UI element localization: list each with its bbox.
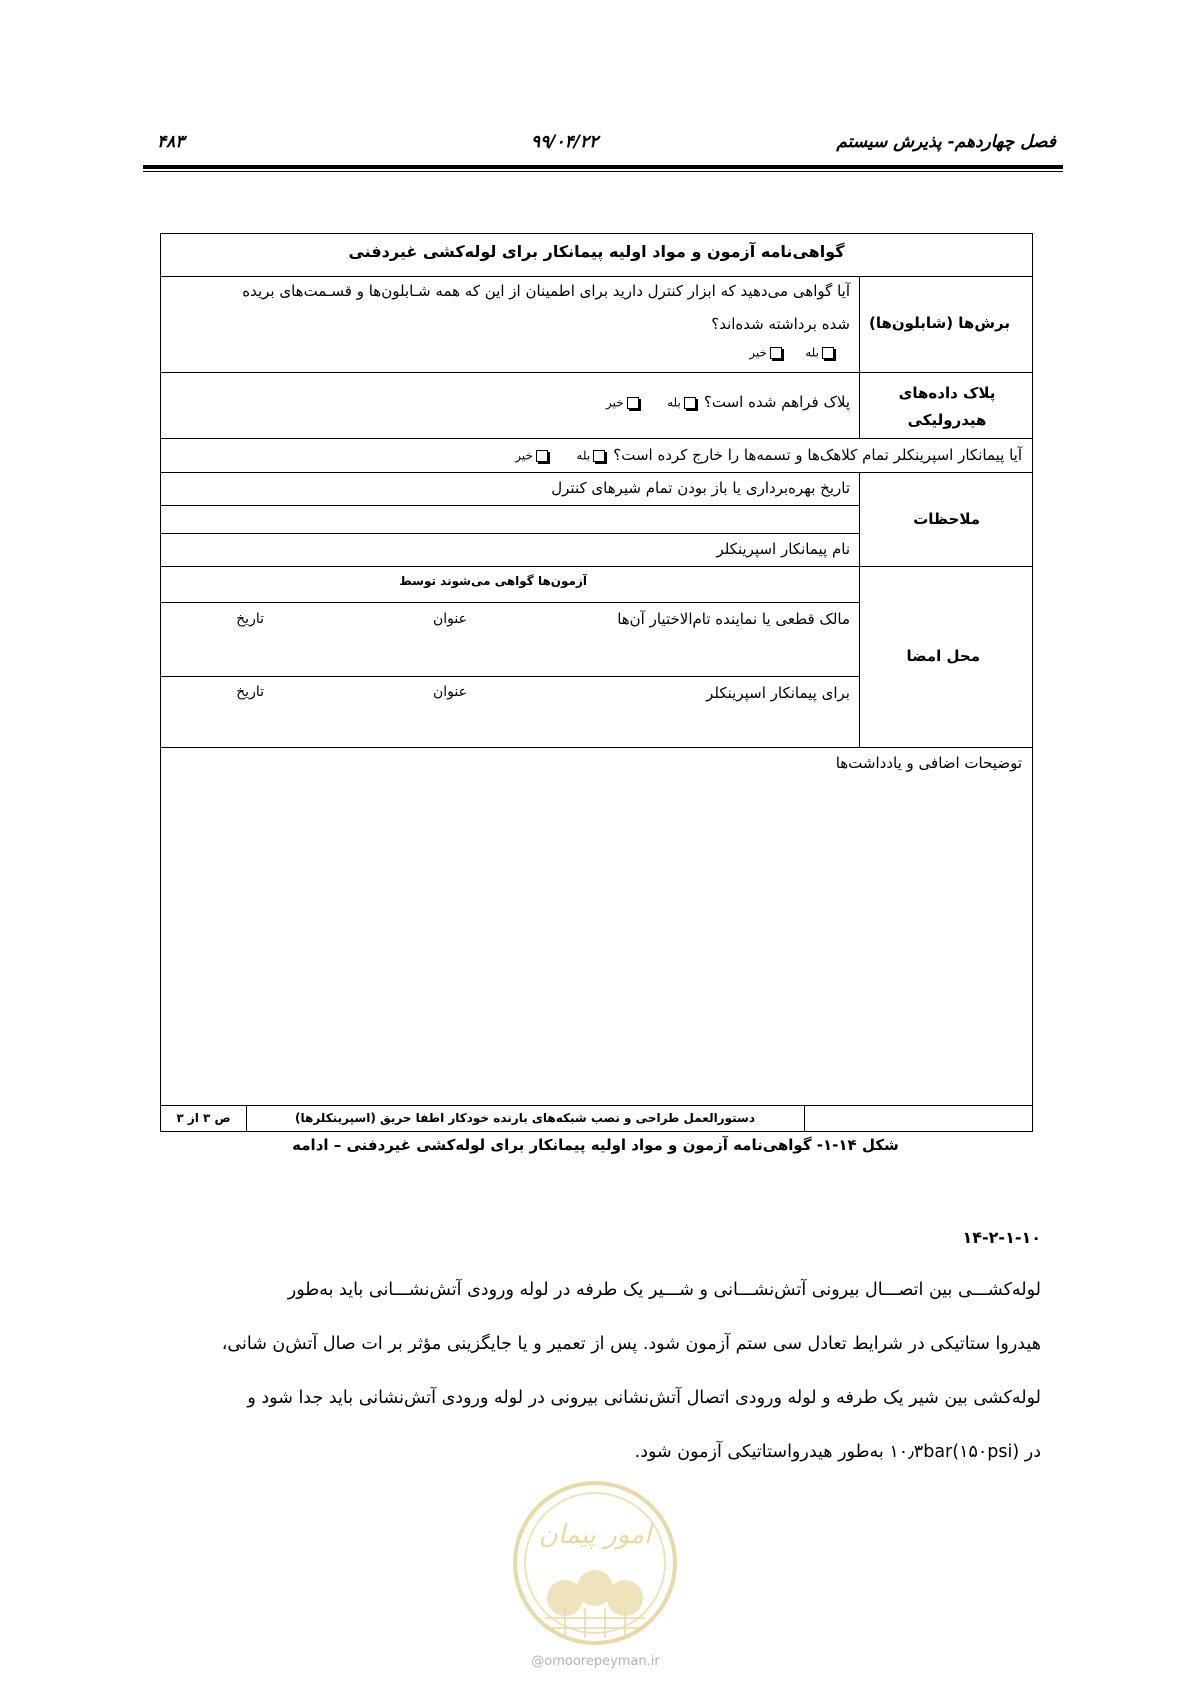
yes-checkbox[interactable] [593, 450, 605, 462]
hydraulic-label-line2: هیدرولیکی [907, 411, 987, 429]
cuts-label: برش‌ها (شابلون‌ها) [868, 314, 1010, 332]
yes-label: بله [805, 345, 819, 360]
no-checkbox[interactable] [536, 450, 548, 462]
header-date: ۹۹/۰۴/۲۲ [531, 132, 599, 152]
chapter-title: فصل چهاردهم- پذیرش سیستم [836, 132, 1056, 152]
notes-label: توضیحات اضافی و یادداشت‌ها [835, 754, 1022, 772]
caps-question-row [515, 445, 1022, 464]
body-line-1: لوله‌کشـــی بین اتصـــال بیرونی آتش‌نشـــانی و شـــیر یک طرفه در لوله ورودی آتش‌نشـــانی باید به‌طور [287, 1280, 1041, 1300]
row-divider [161, 676, 859, 677]
yes-label: بله [667, 395, 681, 410]
header-rule-thin [143, 171, 1063, 172]
no-label: خیر [515, 448, 533, 463]
cuts-question-line2: شده برداشته شده‌اند؟ [711, 315, 850, 333]
certificate-form [160, 233, 1033, 1132]
row-divider [161, 438, 1032, 439]
yes-checkbox[interactable] [684, 397, 696, 409]
remarks-label: ملاحظات [913, 510, 980, 528]
row-divider [161, 602, 859, 603]
figure-caption: شکل ۱۴-۱- گواهی‌نامه آزمون و مواد اولیه پیمانکار برای لوله‌کشی غیردفنی – ادامه [292, 1136, 899, 1154]
header-rule-thick [143, 165, 1063, 169]
footer-page: ص ۳ از ۳ [176, 1111, 231, 1125]
no-label: خیر [749, 345, 767, 360]
contractor-title-label: عنوان [433, 684, 467, 700]
hydraulic-question-row [606, 392, 850, 411]
yes-checkbox[interactable] [822, 347, 834, 359]
caps-question: آیا پیمانکار اسپرینکلر تمام کلاهک‌ها و تسمه‌ها را خارج کرده است؟ [613, 446, 1022, 464]
no-checkbox[interactable] [627, 397, 639, 409]
section-number: ۱۴-۲-۱-۱۰ [962, 1228, 1041, 1247]
body-line-2: هیدروا ستاتیکی در شرایط تعادل سی ستم آزمون شود. پس از تعمیر و یا جایگزینی مؤثر بر ات صال آتش‌ن شانی، [221, 1334, 1041, 1354]
column-divider [859, 472, 860, 566]
column-divider [859, 566, 860, 747]
row-divider [161, 1105, 1032, 1106]
owner-title-label: عنوان [433, 611, 467, 627]
row-divider [161, 276, 1032, 277]
witness-header: آزمون‌ها گواهی می‌شوند توسط [399, 574, 587, 588]
column-divider [859, 276, 860, 372]
row-divider [161, 747, 1032, 748]
column-divider [859, 372, 860, 438]
form-title: گواهی‌نامه آزمون و مواد اولیه پیمانکار برای لوله‌کشی غیردفنی [348, 242, 845, 261]
row-divider [161, 505, 859, 506]
hydraulic-question: پلاک فراهم شده است؟ [703, 393, 850, 411]
body-line-3: لوله‌کشی بین شیر یک طرفه و لوله ورودی اتصال آتش‌نشانی بیرونی در لوله ورودی آتش‌نشانی باید جدا شود و [247, 1388, 1041, 1408]
sign-label: محل امضا [906, 647, 980, 665]
hydraulic-label-line1: پلاک داده‌های [898, 384, 996, 402]
footer-standard: دستورالعمل طراحی و نصب شبکه‌های بارنده خودکار اطفا حریق (اسپرینکلرها) [295, 1111, 755, 1125]
row-divider [161, 472, 1032, 473]
no-label: خیر [605, 395, 624, 410]
watermark-logo [510, 1478, 680, 1648]
row-divider [161, 533, 859, 534]
watermark-seal-icon [510, 1478, 680, 1648]
owner-date-label: تاریخ [236, 611, 264, 627]
no-checkbox[interactable] [770, 347, 782, 359]
remarks-line1: تاریخ بهره‌برداری یا باز بودن تمام شیرهای کنترل [551, 479, 850, 497]
row-divider [161, 372, 1032, 373]
watermark-site: @omoorepeyman.ir [531, 1654, 660, 1669]
row-divider [161, 566, 1032, 567]
contractor-date-label: تاریخ [236, 684, 264, 700]
cuts-options [749, 342, 837, 361]
remarks-line3: نام پیمانکار اسپرینکلر [716, 540, 850, 558]
page-number: ۴۸۳ [157, 132, 185, 152]
contractor-label: برای پیمانکار اسپرینکلر [706, 684, 850, 702]
watermark-text: امور پیمان [538, 1520, 652, 1550]
yes-label: بله [576, 448, 591, 463]
footer-divider [804, 1105, 805, 1131]
cuts-question-line1: آیا گواهی می‌دهید که ابزار کنترل دارید برای اطمینان از این که همه شـابلون‌ها و قسـمت‌های بریده [242, 282, 850, 300]
body-line-4: در ۱۰٫۳bar(۱۵۰psi) به‌طور هیدرواستاتیکی آزمون شود. [634, 1442, 1041, 1462]
owner-label: مالک قطعی یا نماینده تام‌الاختیار آن‌ها [617, 610, 850, 628]
